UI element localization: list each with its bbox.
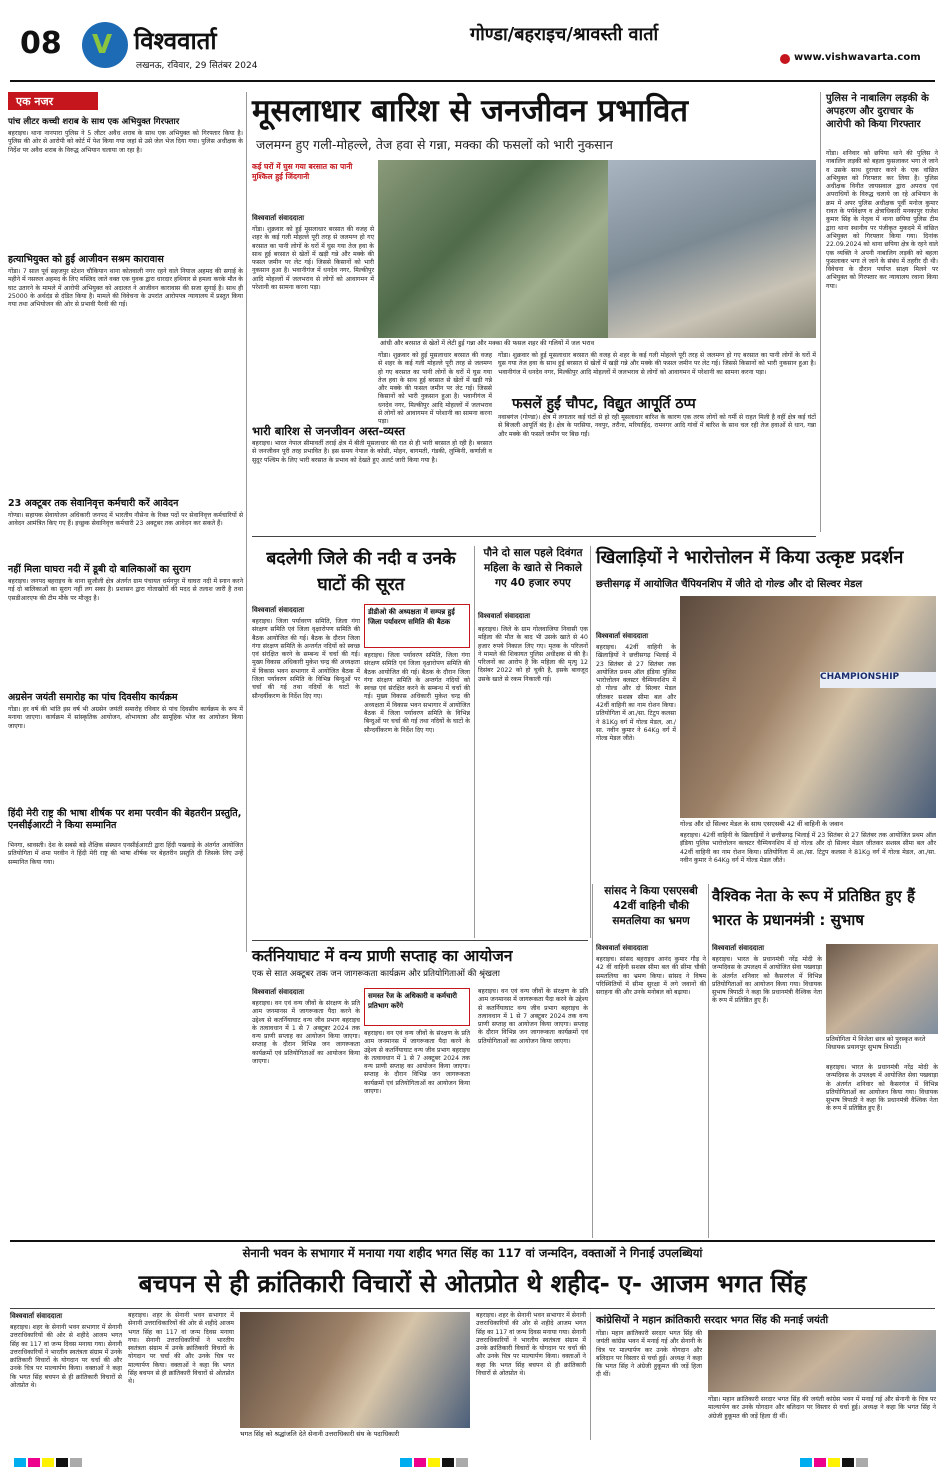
- reg-cyan: [800, 1458, 812, 1467]
- bhagat-byline: विश्ववार्ता संवाददाता: [10, 1312, 63, 1320]
- weightlift-caption: गोल्ड और दो सिल्वर मेडल के साथ एसएसबी 42 वीं वाहिनी के जवान: [680, 820, 936, 830]
- main-photo-street: [608, 160, 816, 338]
- main-subheadline: जलमग्न हुए गली-मोहल्ले, तेज हवा से गन्ना, मक्का की फसलों को भारी नुकसान: [256, 137, 613, 152]
- website-link[interactable]: www.vishwavarta.com: [794, 52, 921, 63]
- col-divider-6: [708, 884, 709, 1238]
- pull-quote-text: कई घरों में घुस गया बरसात का पानी मुश्किल हुई जिंदगानी: [252, 162, 353, 181]
- congress-body-cont: गोंडा। महान क्रांतिकारी सरदार भगत सिंह की जयंती कांग्रेस भवन में मनाई गई और सेनानी के चित्र पर माल्यार्पण कर उनके योगदान और बलिदान पर विस्तार से चर्चा हुई। अध्यक्ष ने कहा कि भगत सिंह ने अंग्रेजी हुकूमत की जड़ें हिला दी थीं।: [708, 1396, 936, 1420]
- main-photo-field: [378, 160, 608, 338]
- main-pull-quote: [252, 162, 374, 208]
- ssb-headline: सांसद ने किया एसएसबी 42वीं वाहिनी चौकी समतलिया का भ्रमण: [604, 885, 698, 927]
- main-byline: विश्ववार्ता संवाददाता: [252, 214, 305, 222]
- brief-body-4: बहराइच। जनपद बहराइच के थाना सुजौली क्षेत्र अंतर्गत ग्राम पंचायत धर्मनपुर में घाघरा नदी में स्नान करने गई दो बालिकाओं का सुराग नहीं लग सका है। प्रशासन द्वारा गोताखोरों की मदद से तलाश जारी है तथा एसडीआरएफ की टीम मौके पर मौजूद है।: [8, 578, 243, 602]
- brief-title-6: हिंदी मेरी राष्ट्र की भाषा शीर्षक पर शमा परवीन की बेहतरीन प्रस्तुति, एनसीईआरटी ने किया सम्मानित: [8, 808, 242, 831]
- weightlift-headline: खिलाड़ियों ने भारोत्तोलन में किया उत्कृष्ट प्रदर्शन: [596, 547, 904, 568]
- left-column: [8, 92, 243, 960]
- reg-black: [842, 1458, 854, 1467]
- river-body: बहराइच। जिला पर्यावरण समिति, जिला गंगा संरक्षण समिति एवं जिला वृक्षारोपण समिति की बैठक आयोजित की गई। बैठक के दौरान जिला गंगा संरक्षण समिति के अन्तर्गत नदियों को स्वच्छ एवं संरक्षित करने के सम्बन्ध में चर्चा की गई। मुख्य विकास अधिकारी मुकेश चन्द्र की अध्यक्षता में विकास भवन सभागार में आयोजित बैठक में जिला पर्यावरण समिति के विभिन्न बिन्दुओं पर चर्चा की गई तथा नदियों के घाटों के सौन्दर्यीकरण के निर्देश दिए गए।: [252, 618, 360, 700]
- masthead-rule: [10, 80, 935, 82]
- subhash-caption: प्रतियोगिता में विजेता छात्र को पुरस्कृत करते विधायक प्रयागपुर सुभाष त्रिपाठी।: [826, 1036, 938, 1062]
- dateline: लखनऊ, रविवार, 29 सितंबर 2024: [136, 61, 258, 71]
- ssb-body: बहराइच। सांसद बहराइच आनंद कुमार गौड़ ने 42 वीं वाहिनी सशस्त्र सीमा बल की सीमा चौकी समतलिया का भ्रमण किया। सांसद ने विषम परिस्थितियों में सीमा सुरक्षा में लगे जवानों की सराहना की और उनके मनोबल को बढ़ाया।: [596, 956, 706, 997]
- reg-yellow: [828, 1458, 840, 1467]
- wildlife-body: बहराइच। वन एवं वन्य जीवों के संरक्षण के प्रति आम जनमानस में जागरूकता पैदा करने के उद्देश्य से कतर्नियाघाट वन्य जीव प्रभाग बहराइच के तत्वावधान में 1 से 7 अक्टूबर 2024 तक वन्य प्राणी सप्ताह का आयोजन किया जाएगा। सप्ताह के दौरान विभिन्न जन जागरूकता कार्यक्रमों एवं प्रतियोगिताओं का आयोजन किया जाएगा।: [252, 1000, 360, 1066]
- reg-magenta: [414, 1458, 426, 1467]
- river-pull-quote: [364, 604, 470, 648]
- wildlife-headline: कर्तनियाघाट में वन्य प्राणी सप्ताह का आयोजन: [252, 947, 513, 965]
- reg-black: [56, 1458, 68, 1467]
- brief-title-4: नहीं मिला घाघरा नदी में डूबी दो बालिकाओं का सुराग: [8, 564, 191, 575]
- account-byline: विश्ववार्ता संवाददाता: [478, 612, 531, 620]
- weightlift-body: बहराइच। 42वीं वाहिनी के खिलाड़ियों ने छत्तीसगढ़ भिलाई में 23 सितंबर से 27 सितंबर तक आयोजित प्रथम ऑल इंडिया पुलिस भारोत्तोलन क्लस्टर चैम्पियनशिप में दो गोल्ड और दो सिल्वर मेडल जीतकर सशस्त्र सीमा बल और 42वीं वाहिनी का नाम रोशन किया। प्रतियोगिता में आ./सा. टिटुप कलसा ने 81Kg वर्ग में गोल्ड मेडल, आ./सा. नवीन कुमार ने 64Kg वर्ग में गोल्ड मेडल जीते।: [596, 644, 676, 743]
- bhagat-kicker: सेनानी भवन के सभागार में मनाया गया शहीद भगत सिंह का 117 वां जन्मदिन, वक्ताओं ने गिनाई उपलब्धियां: [242, 1246, 703, 1260]
- masthead: [0, 0, 945, 86]
- logo-v-icon: V: [92, 30, 113, 60]
- main-body: गोंडा। शुक्रवार को हुई मूसलाधार बरसात की वजह से शहर के कई गली मोहल्ले पूरी तरह से जलमग्न हो गए बरसात का पानी लोगों के घरों में घुस गया तेज हवा के साथ हुई बरसात से खेतों में खड़ी गन्ने और मक्के की फसल जमीन पर लेट गई। जिससे किसानों को भारी नुकसान हुआ है। भवानीगंज में धनदेव नगर, मिल्कीपुर आदि मोहल्लों में जलभराव से लोगों को आवागमन में परेशानी का सामना करना पड़ा।: [252, 226, 374, 292]
- brief-body-1: बहराइच। थाना नानपारा पुलिस ने 5 लीटर अवैध शराब के साथ एक अभियुक्त को गिरफ्तार किया है। पुलिस की ओर से आरोपी को कोर्ट में पेश किया गया जहां से उसे जेल भेज दिया गया। पुलिस अधीक्षक के निर्देश पर अवैध शराब के विरुद्ध अभियान चलाया जा रहा है।: [8, 130, 243, 154]
- bhagat-caption: भगत सिंह को श्रद्धांजलि देते सेनानी उत्तराधिकारी संघ के पदाधिकारी: [240, 1430, 470, 1440]
- reg-magenta: [814, 1458, 826, 1467]
- main-body-cont-2: गोंडा। शुक्रवार को हुई मूसलाधार बरसात की वजह से शहर के कई गली मोहल्ले पूरी तरह से जलमग्न हो गए बरसात का पानी लोगों के घरों में घुस गया तेज हवा के साथ हुई बरसात से खेतों में खड़ी गन्ने और मक्के की फसल जमीन पर लेट गई। जिससे किसानों को भारी नुकसान हुआ है। भवानीगंज में धनदेव नगर, मिल्कीपुर आदि मोहल्लों में जलभराव से लोगों को आवागमन में परेशानी का सामना करना पड़ा।: [498, 352, 816, 376]
- account-headline: पौने दो साल पहले दिवंगत महिला के खाते से निकाले गए 40 हजार रुपए: [483, 547, 583, 589]
- river-body-cont: बहराइच। जिला पर्यावरण समिति, जिला गंगा संरक्षण समिति एवं जिला वृक्षारोपण समिति की बैठक आयोजित की गई। बैठक के दौरान जिला गंगा संरक्षण समिति के अन्तर्गत नदियों को स्वच्छ एवं संरक्षित करने के सम्बन्ध में चर्चा की गई। मुख्य विकास अधिकारी मुकेश चन्द्र की अध्यक्षता में विकास भवन सभागार में आयोजित बैठक में जिला पर्यावरण समिति के विभिन्न बिन्दुओं पर चर्चा की गई तथा नदियों के घाटों के सौन्दर्यीकरण के निर्देश दिए गए।: [364, 652, 470, 734]
- main-photo-caption: आंधी और बरसात से खेतों में लेटी हुई गन्ना और मक्का की फसल शहर की गलियों में जल भराव: [380, 340, 816, 350]
- weightlift-byline: विश्ववार्ता संवाददाता: [596, 632, 649, 640]
- congress-photo: [708, 1330, 936, 1392]
- brand-logo: [82, 22, 128, 68]
- brief-body-6: भिनगा, श्रावस्ती। देश के सबसे बड़े शैक्षिक संस्थान एनसीईआरटी द्वारा हिंदी पखवाड़े के अंतर्गत आयोजित प्रतियोगिता में शमा परवीन ने हिंदी मेरी राष्ट्र की भाषा शीर्षक पर बेहतरीन प्रस्तुति दी जिसके लिए उन्हें सम्मानित किया गया।: [8, 842, 243, 866]
- subhash-photo: [826, 944, 938, 1034]
- reg-grey: [856, 1458, 868, 1467]
- brief-body-3: गोण्डा। सहायक सेवायोजन अधिकारी जनपद में भारतीय नौसेना के रिक्त पदों पर सेवानिवृत्त कर्मचारियों से आवेदन आमंत्रित किए गए हैं। इच्छुक सेवानिवृत्त कर्मचारी 23 अक्टूबर तक आवेदन कर सकते हैं।: [8, 512, 243, 528]
- main-bottom-rule: [252, 536, 816, 537]
- bhagat-body-cont-2: बहराइच। शहर के सेनानी भवन सभागार में सेनानी उत्तराधिकारियों की ओर से शहीदे आजम भगत सिंह का 117 वां जन्म दिवस मनाया गया। सेनानी उत्तराधिकारियों ने भारतीय स्वतंत्रता संग्राम में उनके क्रांतिकारी विचारों के योगदान पर चर्चा की और उनके चित्र पर माल्यार्पण किया। वक्ताओं ने कहा कि भगत सिंह बचपन से ही क्रांतिकारी विचारों से ओतप्रोत थे।: [476, 1312, 586, 1378]
- brief-title-5: अग्रसेन जयंती समारोह का पांच दिवसीय कार्यक्रम: [8, 692, 178, 703]
- ek-nazar-label: [8, 92, 98, 110]
- main-headline: मूसलाधार बारिश से जनजीवन प्रभावित: [252, 93, 689, 129]
- wildlife-body-cont: बहराइच। वन एवं वन्य जीवों के संरक्षण के प्रति आम जनमानस में जागरूकता पैदा करने के उद्देश्य से कतर्नियाघाट वन्य जीव प्रभाग बहराइच के तत्वावधान में 1 से 7 अक्टूबर 2024 तक वन्य प्राणी सप्ताह का आयोजन किया जाएगा। सप्ताह के दौरान विभिन्न जन जागरूकता कार्यक्रमों एवं प्रतियोगिताओं का आयोजन किया जाएगा।: [364, 1030, 470, 1096]
- reg-yellow: [428, 1458, 440, 1467]
- championship-banner: CHAMPIONSHIP: [820, 672, 936, 688]
- wildlife-pull-quote-text: समस्त रेंज के अधिकारी व कर्मचारी प्रतिभाग करेंगे: [368, 992, 457, 1010]
- page-number: 08: [20, 26, 62, 61]
- reg-magenta: [28, 1458, 40, 1467]
- col-divider-1: [246, 92, 247, 952]
- brief-body-2: गोंडा। 7 साल पूर्व सहजपुर स्टेशन चौकियान थाना कोतवाली नगर रहने वाले नियाज अहमद की सगाई के महीने में नसरुल अहमद के लिए मस्जिद जाते वक्त एक युवक द्वारा धारदार हथियार से हमला करके मौत के घाट उतारने के मामले में आरोपी अभियुक्त को अदालत ने आजीवन कारावास की सजा सुनाई है। साथ ही 25000 के अर्थदंड से दंडित किया है। मामले की विवेचना के उपरांत आरोपपत्र न्यायालय में प्रस्तुत किया गया तथा अभियोजन की ओर से प्रभावी पैरवी की गई।: [8, 268, 243, 309]
- weightlift-subheadline: छत्तीसगढ़ में आयोजित चैंपियनशिप में जीते दो गोल्ड और दो सिल्वर मेडल: [596, 579, 863, 590]
- col-divider-7: [590, 1312, 591, 1440]
- river-headline: बदलेगी जिले की नदी व उनके घाटों की सूरत: [266, 549, 456, 595]
- col-divider-4: [590, 546, 591, 938]
- subhash-body-cont: बहराइच। भारत के प्रधानमंत्री नरेंद्र मोदी के जन्मदिवस के उपलक्ष्य में आयोजित सेवा पखवाड़ा के अंतर्गत शनिवार को कैसरगंज में विभिन्न प्रतियोगिताओं का आयोजन किया गया। विधायक सुभाष त्रिपाठी ने कहा कि प्रधानमंत्री वैश्विक नेता के रूप में प्रतिष्ठित हुए हैं।: [826, 1064, 938, 1113]
- account-body: बहराइच। जिले के ग्राम गोलवाजिया निवासी एक महिला की मौत के बाद भी उसके खाते से 40 हजार रुपये निकाल लिए गए। मृतक के परिजनों ने मामले की शिकायत पुलिस अधीक्षक से की है। परिजनों का आरोप है कि महिला की मृत्यु 12 दिसंबर 2022 को हो चुकी है, इसके बावजूद उसके खाते से रकम निकाली गई।: [478, 626, 588, 683]
- river-byline: विश्ववार्ता संवाददाता: [252, 606, 305, 614]
- bhagat-body: बहराइच। शहर के सेनानी भवन सभागार में सेनानी उत्तराधिकारियों की ओर से शहीदे आजम भगत सिंह का 117 वां जन्म दिवस मनाया गया। सेनानी उत्तराधिकारियों ने भारतीय स्वतंत्रता संग्राम में उनके क्रांतिकारी विचारों के योगदान पर चर्चा की और उनके चित्र पर माल्यार्पण किया। वक्ताओं ने कहा कि भगत सिंह बचपन से ही क्रांतिकारी विचारों से ओतप्रोत थे।: [10, 1324, 122, 1390]
- brand-name: विश्ववार्ता: [134, 27, 217, 55]
- section-title: गोण्डा/बहराइच/श्रावस्ती वार्ता: [470, 24, 659, 45]
- subhash-byline: विश्ववार्ता संवाददाता: [712, 944, 765, 952]
- sub-body-3: नवाबगंज (गोण्डा)। क्षेत्र में लगातार कई घंटों से हो रही मूसलाधार बारिश के कारण एक तरफ लोगों को गर्मी से राहत मिली है वहीं क्षेत्र कई घंटों से बिजली आपूर्ति बंद है। क्षेत्र के परसिया, नवपुर, तरौना, मरियाहिंद, रामनगर आदि गांवों में बारिश के साथ चल रही तेज हवाओं से धान, गन्ना और मक्के की फसलें जमीन पर बिछ गईं।: [498, 414, 816, 438]
- brief-title-1: पांच लीटर कच्ची शराब के साथ एक अभियुक्त गिरफ्तार: [8, 117, 180, 127]
- wildlife-byline: विश्ववार्ता संवाददाता: [252, 988, 305, 996]
- main-body-cont: गोंडा। शुक्रवार को हुई मूसलाधार बरसात की वजह से शहर के कई गली मोहल्ले पूरी तरह से जलमग्न हो गए बरसात का पानी लोगों के घरों में घुस गया तेज हवा के साथ हुई बरसात से खेतों में खड़ी गन्ने और मक्के की फसल जमीन पर लेट गई। जिससे किसानों को भारी नुकसान हुआ है। भवानीगंज में धनदेव नगर, मिल्कीपुर आदि मोहल्लों में जलभराव से लोगों को आवागमन में परेशानी का सामना करना पड़ा।: [378, 352, 492, 426]
- col-divider-3: [474, 546, 475, 938]
- sub-head-3: फसलें हुईं चौपट, विद्युत आपूर्ति ठप्प: [512, 396, 696, 412]
- brief-title-3: 23 अक्टूबर तक सेवानिवृत्त कर्मचारी करें आवेदन: [8, 498, 179, 509]
- weightlift-body-cont: बहराइच। 42वीं वाहिनी के खिलाड़ियों ने छत्तीसगढ़ भिलाई में 23 सितंबर से 27 सितंबर तक आयोजित प्रथम ऑल इंडिया पुलिस भारोत्तोलन क्लस्टर चैम्पियनशिप में दो गोल्ड और दो सिल्वर मेडल जीतकर सशस्त्र सीमा बल और 42वीं वाहिनी का नाम रोशन किया। प्रतियोगिता में आ./सा. टिटुप कलसा ने 81Kg वर्ग में गोल्ड मेडल, आ./सा. नवीन कुमार ने 64Kg वर्ग में गोल्ड मेडल जीते।: [680, 832, 936, 864]
- bhagat-headline: बचपन से ही क्रांतिकारी विचारों से ओतप्रोत थे शहीद- ए- आजम भगत सिंह: [138, 1269, 807, 1298]
- ek-nazar-text: एक नजर: [16, 95, 54, 108]
- brief-body-5: गोंडा। हर वर्ष की भांति इस वर्ष भी अग्रसेन जयंती समारोह रविवार से पांच दिवसीय कार्यक्रम के रूप में मनाया जाएगा। कार्यक्रम में सांस्कृतिक आयोजन, शोभायात्रा और सामूहिक भोज का आयोजन किया जाएगा।: [8, 706, 243, 730]
- globe-icon: [780, 54, 790, 64]
- registration-bar-center: [400, 1452, 540, 1462]
- bhagat-body-cont: बहराइच। शहर के सेनानी भवन सभागार में सेनानी उत्तराधिकारियों की ओर से शहीदे आजम भगत सिंह का 117 वां जन्म दिवस मनाया गया। सेनानी उत्तराधिकारियों ने भारतीय स्वतंत्रता संग्राम में उनके क्रांतिकारी विचारों के योगदान पर चर्चा की और उनके चित्र पर माल्यार्पण किया। वक्ताओं ने कहा कि भगत सिंह बचपन से ही क्रांतिकारी विचारों से ओतप्रोत थे।: [128, 1312, 234, 1386]
- subhash-headline: वैश्विक नेता के रूप में प्रतिष्ठित हुए हैं भारत के प्रधानमंत्री : सुभाष: [712, 887, 915, 929]
- registration-bar-left: [14, 1452, 154, 1462]
- congress-body: गोंडा। महान क्रांतिकारी सरदार भगत सिंह की जयंती कांग्रेस भवन में मनाई गई और सेनानी के चित्र पर माल्यार्पण कर उनके योगदान और बलिदान पर विस्तार से चर्चा हुई। अध्यक्ष ने कहा कि भगत सिंह ने अंग्रेजी हुकूमत की जड़ें हिला दी थीं।: [596, 1330, 702, 1379]
- river-pull-quote-text: डीडीओ की अध्यक्षता में सम्पन्न हुई जिला पर्यावरण समिति की बैठक: [368, 608, 455, 626]
- weightlift-photo: [680, 596, 936, 818]
- wildlife-top-rule: [252, 940, 588, 941]
- right-title: पुलिस ने नाबालिग लड़की के अपहरण और दुराचार के आरोपी को किया गिरफ्तार: [826, 93, 929, 130]
- sub-body-2: बहराइच। भारत नेपाल सीमावर्ती तराई क्षेत्र में बीती मूसलाधार की रात से ही भारी बरसात हो रही है। बरसात से जनजीवन पूरी तरह प्रभावित है। इस समय नेपाल के कोसी, मोहन, बागमती, गंडकी, लुम्बिनी, कर्णाली व सुदूर पश्चिम के लिए भारी बरसात के प्रभाव को देखते हुए अलर्ट जारी किया गया है।: [252, 440, 492, 464]
- congress-headline: कांग्रेसियों ने महान क्रांतिकारी सरदार भगत सिंह की मनाई जयंती: [596, 1315, 829, 1326]
- reg-black: [442, 1458, 454, 1467]
- reg-yellow: [42, 1458, 54, 1467]
- reg-grey: [456, 1458, 468, 1467]
- col-divider-5: [592, 884, 593, 1238]
- reg-cyan: [14, 1458, 26, 1467]
- wildlife-pull-quote: [364, 988, 470, 1026]
- brief-title-2: हत्याभियुक्त को हुई आजीवन सश्रम कारावास: [8, 254, 164, 265]
- wildlife-subheadline: एक से सात अक्टूबर तक जन जागरूकता कार्यक्रम और प्रतियोगिताओं की श्रृंखला: [252, 969, 500, 979]
- wildlife-body-cont-2: बहराइच। वन एवं वन्य जीवों के संरक्षण के प्रति आम जनमानस में जागरूकता पैदा करने के उद्देश्य से कतर्नियाघाट वन्य जीव प्रभाग बहराइच के तत्वावधान में 1 से 7 अक्टूबर 2024 तक वन्य प्राणी सप्ताह का आयोजन किया जाएगा। सप्ताह के दौरान विभिन्न जन जागरूकता कार्यक्रमों एवं प्रतियोगिताओं का आयोजन किया जाएगा।: [478, 988, 588, 1045]
- ssb-byline: विश्ववार्ता संवाददाता: [596, 944, 649, 952]
- bhagat-photo: [240, 1312, 470, 1428]
- col-divider-2: [820, 92, 821, 532]
- registration-bar-right: [800, 1452, 940, 1462]
- right-body: गोंडा। शनिवार को छपिया थाने की पुलिस ने नाबालिग लड़की को बहला फुसलाकर भगा ले जाने व उसके साथ दुराचार करने के एक वांछित अभियुक्त को गिरफ्तार कर लिया है। पुलिस अधीक्षक विनीत जायसवाल द्वारा अपराध एवं अपराधियों के विरुद्ध चलाये जा रहे अभियान के क्रम में अपर पुलिस अधीक्षक पूर्वी मनोज कुमार रावत के पर्यवेक्षण व क्षेत्राधिकारी मनकापुर राजेश कुमार सिंह के नेतृत्व में थाना छपिया पुलिस टीम द्वारा थाना स्थानीय पर पंजीकृत मुकदमे में वांछित अभियुक्त को गिरफ्तार किया गया। दिनांक 22.09.2024 को थाना छपिया क्षेत्र के रहने वाले एक व्यक्ति ने अपनी नाबालिग लड़की को बहला फुसलाकर भगा ले जाने के संबंध में तहरीर दी थी। विवेचना के दौरान पर्याप्त साक्ष्य मिलने पर अभियुक्त को गिरफ्तार कर न्यायालय रवाना किया गया।: [826, 150, 938, 290]
- bhagat-top-rule: [10, 1240, 935, 1242]
- sub-head-2: भारी बारिश से जनजीवन अस्त-व्यस्त: [252, 424, 406, 438]
- subhash-body: बहराइच। भारत के प्रधानमंत्री नरेंद्र मोदी के जन्मदिवस के उपलक्ष्य में आयोजित सेवा पखवाड़ा के अंतर्गत शनिवार को कैसरगंज में विभिन्न प्रतियोगिताओं का आयोजन किया गया। विधायक सुभाष त्रिपाठी ने कहा कि प्रधानमंत्री वैश्विक नेता के रूप में प्रतिष्ठित हुए हैं।: [712, 956, 822, 1005]
- bhagat-headline-rule: [10, 1308, 935, 1309]
- reg-grey: [70, 1458, 82, 1467]
- reg-cyan: [400, 1458, 412, 1467]
